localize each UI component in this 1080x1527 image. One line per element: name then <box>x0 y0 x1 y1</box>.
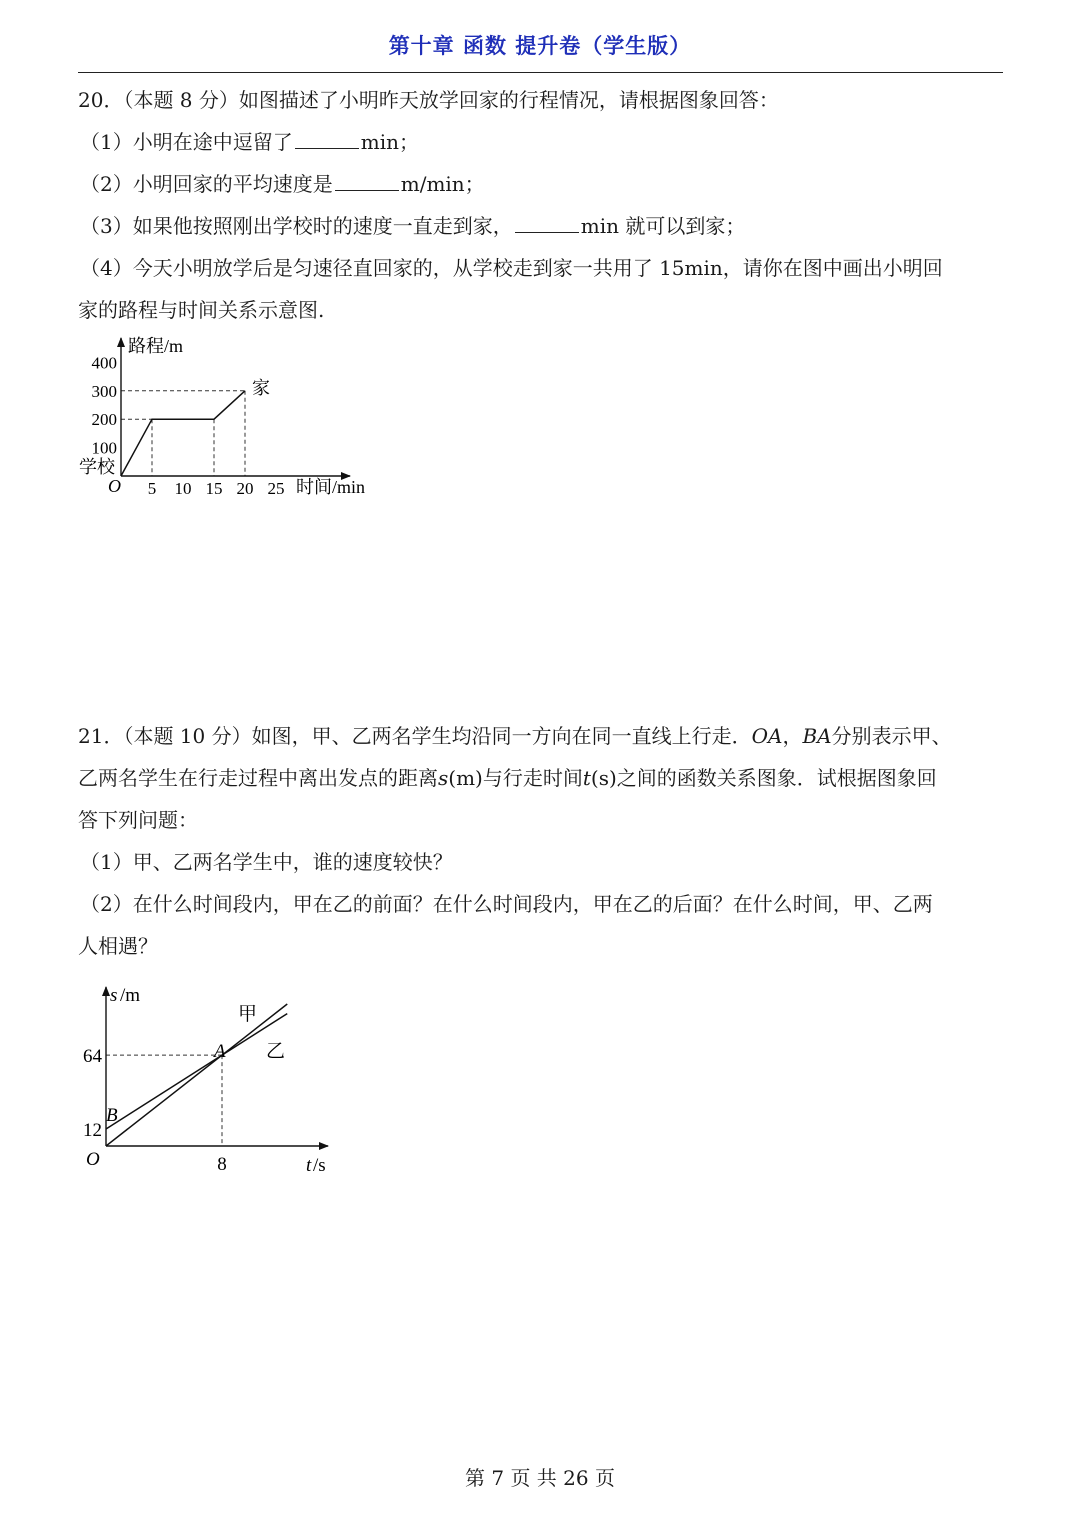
q21-line1 <box>78 722 952 750</box>
q21-line2-text-a: 乙两名学生在行走过程中离出发点的距离 <box>78 766 438 790</box>
chart2-series-jia-line <box>106 1004 287 1146</box>
chart1-school-label: 学校 <box>79 457 115 477</box>
chart2-series-yi-line <box>106 1014 287 1129</box>
q20-part2-text: （2）小明回家的平均速度是 <box>80 172 333 196</box>
chart2-point-A: A <box>214 1041 226 1062</box>
q20-part2-unit: m/min； <box>400 172 485 196</box>
q20-part3-answer-blank[interactable] <box>515 214 579 233</box>
chart2-point-B: B <box>106 1105 118 1126</box>
chart2-ylabel-var: s <box>110 985 118 1006</box>
chart1-distance-line <box>121 391 245 476</box>
chart2-series-jia-label: 甲 <box>238 1004 258 1025</box>
chart1-x-tick-label: 15 <box>205 479 223 498</box>
q21-line1-OA: OA <box>751 724 783 748</box>
q20-part2 <box>80 170 485 198</box>
q20-part2-answer-blank[interactable] <box>335 172 399 191</box>
distance-time-chart <box>70 330 390 510</box>
header-divider <box>78 72 1003 73</box>
chart1-x-tick-label: 25 <box>267 479 285 498</box>
chart2-xlabel-var: t <box>306 1155 312 1176</box>
q21-line3: 答下列问题： <box>78 808 198 832</box>
chart1-origin: O <box>108 476 121 496</box>
page-header-title: 第十章 函数 提升卷（学生版） <box>388 34 692 58</box>
chart2-y-tick-label: 12 <box>83 1119 102 1141</box>
q21-line1-text-c: 分别表示甲、 <box>831 724 952 748</box>
chart1-y-tick-label: 200 <box>91 410 117 430</box>
chart1-x-tick-label: 5 <box>147 479 157 498</box>
q20-part1-unit: min； <box>360 130 419 154</box>
q20-part1 <box>80 128 419 156</box>
q21-line2-t: t <box>582 766 591 790</box>
q21-line1-text-b: ， <box>782 724 803 748</box>
q20-intro: 20．（本题 8 分）如图描述了小明昨天放学回家的行程情况，请根据图象回答： <box>78 88 779 112</box>
chart1-y-tick-label: 100 <box>91 438 117 458</box>
q21-line2-text-c: (s)之间的函数关系图象．试根据图象回 <box>590 766 937 790</box>
chart1-x-tick-label: 10 <box>174 479 192 498</box>
q20-part4-line1: （4）今天小明放学后是匀速径直回家的，从学校走到家一共用了 15min，请你在图中画出小明回 <box>80 256 943 280</box>
q20-part4-line2: 家的路程与时间关系示意图. <box>78 298 325 322</box>
chart1-home-label: 家 <box>252 378 270 398</box>
q20-part3 <box>80 212 745 240</box>
q21-part1: （1）甲、乙两名学生中，谁的速度较快？ <box>80 850 453 874</box>
q21-line1-text-a: 21．（本题 10 分）如图，甲、乙两名学生均沿同一方向在同一直线上行走． <box>78 724 752 748</box>
q21-line1-BA: BA <box>802 724 832 748</box>
chart2-origin: O <box>86 1149 100 1170</box>
q21-line2-s: s <box>438 766 449 790</box>
q21-part2-line2: 人相遇？ <box>78 934 158 958</box>
q20-part3-unit: min 就可以到家； <box>580 214 746 238</box>
chart2-y-tick-label: 64 <box>83 1046 102 1068</box>
q21-line2-text-b: (m)与行走时间 <box>448 766 583 790</box>
q20-part3-text: （3）如果他按照刚出学校时的速度一直走到家， <box>80 214 513 238</box>
walking-chart <box>70 975 350 1185</box>
chart1-xlabel: 时间/min <box>296 477 366 497</box>
chart2-x-tick-label: 8 <box>217 1154 227 1175</box>
q20-part1-text: （1）小明在途中逗留了 <box>80 130 293 154</box>
chart1-y-tick-label: 400 <box>91 353 117 373</box>
chart1-x-tick-label: 20 <box>236 479 254 498</box>
chart2-series-yi-label: 乙 <box>266 1041 286 1062</box>
chart1-y-tick-label: 300 <box>91 381 117 401</box>
q21-line2 <box>78 764 937 792</box>
chart2-xlabel-unit: /s <box>313 1155 326 1176</box>
chart2-ylabel-unit: /m <box>120 985 141 1006</box>
q21-part2-line1: （2）在什么时间段内，甲在乙的前面？在什么时间段内，甲在乙的后面？在什么时间，甲、乙两 <box>80 892 933 916</box>
chart1-ylabel: 路程/m <box>128 336 184 356</box>
page-footer: 第 7 页 共 26 页 <box>465 1466 615 1490</box>
q20-part1-answer-blank[interactable] <box>295 130 359 149</box>
